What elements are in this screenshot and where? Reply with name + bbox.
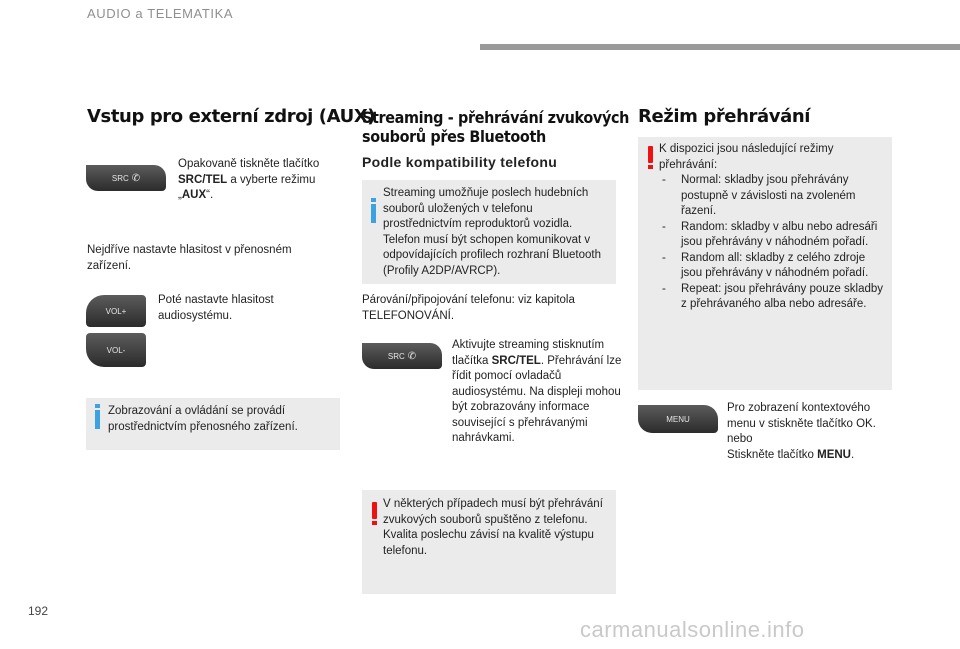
streaming-title-line1: Streaming - přehrávání zvukových [362,108,630,127]
warning-icon [648,146,653,163]
vol-minus-label: VOL- [106,345,126,355]
playback-intro: K dispozici jsou následující režimy přehrávání: [659,143,834,171]
section-header: AUDIO a TELEMATIKA [87,6,234,21]
aux-step1: Opakovaně tiskněte tlačítko SRC/TEL a vyberte režimu „AUX“. [178,158,320,201]
phone-icon: ✆ [407,350,417,362]
list-item: - Repeat: jsou přehrávány pouze skladby z přehrávaného alba nebo adresáře. [659,282,887,313]
src-button-image [86,165,166,191]
streaming-warning-text: V některých případech musí být přehrávání zvukových souborů spuštěno z telefonu. Kvalita poslechu závisí na kvalitě výstupu telefonu. [383,498,603,557]
vol-plus-label: VOL+ [105,306,127,316]
menu-label: MENU [666,414,690,424]
aux-info-text: Zobrazování a ovládání se provádí prostřednictvím přenosného zařízení. [108,405,298,433]
playback-text [659,142,887,313]
streaming-info-text: Streaming umožňuje poslech hudebních souborů uložených v telefonu prostřednictvím reproduktorů vozidla. Telefon musí být schopen komunikovat v odpovídajících profilech rozhraní Bluetooth (Profily A2DP/AVRCP). [383,187,601,277]
list-item: - Random all: skladby z celého zdroje jsou přehrávány v náhodném pořadí. [659,251,887,282]
streaming-title-line2: souborů přes Bluetooth [362,127,546,146]
playback-menu-text: Pro zobrazení kontextového menu v stiskněte tlačítko OK. nebo Stiskněte tlačítko MENU. [727,402,876,461]
streaming-subtitle: Podle kompatibility telefonu [362,154,558,170]
vol-minus-button-image [86,333,146,367]
list-item: - Normal: skladby jsou přehrávány postupně v závislosti na zvoleném řazení. [659,173,887,220]
playback-modes-list [659,173,887,313]
phone-icon: ✆ [131,172,141,184]
list-item: - Random: skladby v albu nebo adresáři jsou přehrávány v náhodném pořadí. [659,220,887,251]
vol-plus-button-image [86,295,146,327]
page-number: 192 [28,604,49,618]
aux-volume-text: Poté nastavte hlasitost audiosystému. [158,294,274,322]
watermark: carmanualsonline.info [580,617,805,642]
aux-title: Vstup pro externí zdroj (AUX) [87,106,376,127]
streaming-warning-box [362,490,616,594]
streaming-activate: Aktivujte streaming stisknutím tlačítka SRC/TEL. Přehrávání lze řídit pomocí ovladačů audiosystému. Na displeji mohou být zobrazovány informace související s přehrávanými nahrávkami. [452,339,622,444]
info-icon [371,204,376,223]
menu-button-image [638,405,718,433]
playback-warning-box [638,137,892,390]
aux-info-box [86,398,340,450]
playback-title: Režim přehrávání [638,106,811,127]
warning-icon [372,502,377,519]
src-button-image-2 [362,343,442,369]
aux-note: Nejdříve nastavte hlasitost v přenosném zařízení. [87,244,292,272]
src-label: SRC [111,173,129,183]
streaming-pairing: Párování/připojování telefonu: viz kapitola TELEFONOVÁNÍ. [362,294,575,322]
streaming-info-box [362,180,616,284]
header-bar [480,44,960,50]
info-icon [95,410,100,429]
src-label: SRC [387,351,405,361]
